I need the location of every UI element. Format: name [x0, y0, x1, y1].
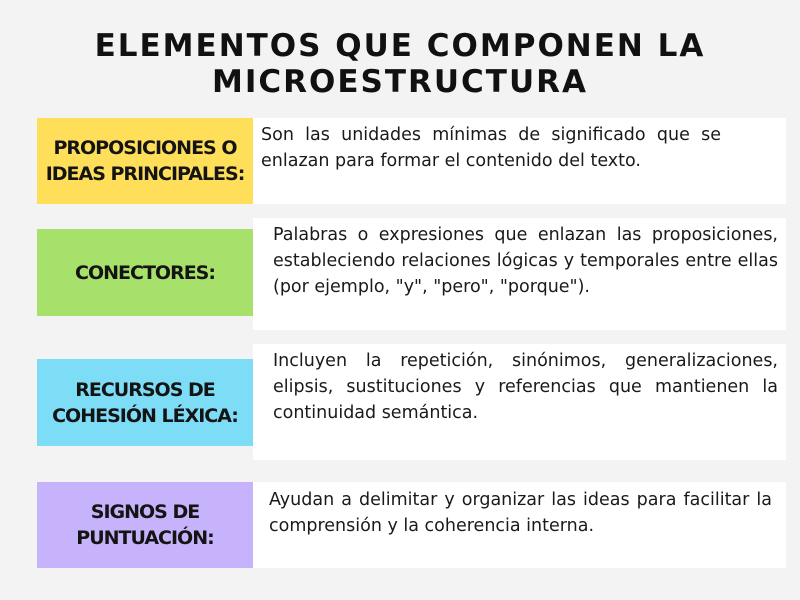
- item-label-conectores: CONECTORES:: [37, 229, 253, 316]
- item-description-conectores: Palabras o expresiones que enlazan las proposiciones, estableciendo relaciones lógicas y temporales entre ellas (por ejemplo, "y", "pero", "porque").: [253, 218, 786, 330]
- item-description-puntuacion: Ayudan a delimitar y organizar las ideas para facilitar la comprensión y la coherencia interna.: [253, 482, 786, 568]
- item-label-puntuacion: SIGNOS DE PUNTUACIÓN:: [37, 482, 253, 568]
- page-title: ELEMENTOS QUE COMPONEN LA MICROESTRUCTURA: [94, 28, 706, 100]
- item-row-puntuacion: [37, 482, 772, 568]
- item-description-cohesion-lexica: Incluyen la repetición, sinónimos, generalizaciones, elipsis, sustituciones y referencias que mantienen la continuidad semántica.: [253, 344, 786, 460]
- item-row-proposiciones: [37, 118, 749, 204]
- item-row-conectores: [37, 218, 778, 330]
- item-label-proposiciones: PROPOSICIONES O IDEAS PRINCIPALES:: [37, 118, 253, 204]
- item-label-cohesion-lexica: RECURSOS DE COHESIÓN LÉXICA:: [37, 359, 253, 446]
- item-row-cohesion-lexica: [37, 344, 778, 460]
- item-description-proposiciones: Son las unidades mínimas de significado que se enlazan para formar el contenido del texto.: [253, 118, 786, 204]
